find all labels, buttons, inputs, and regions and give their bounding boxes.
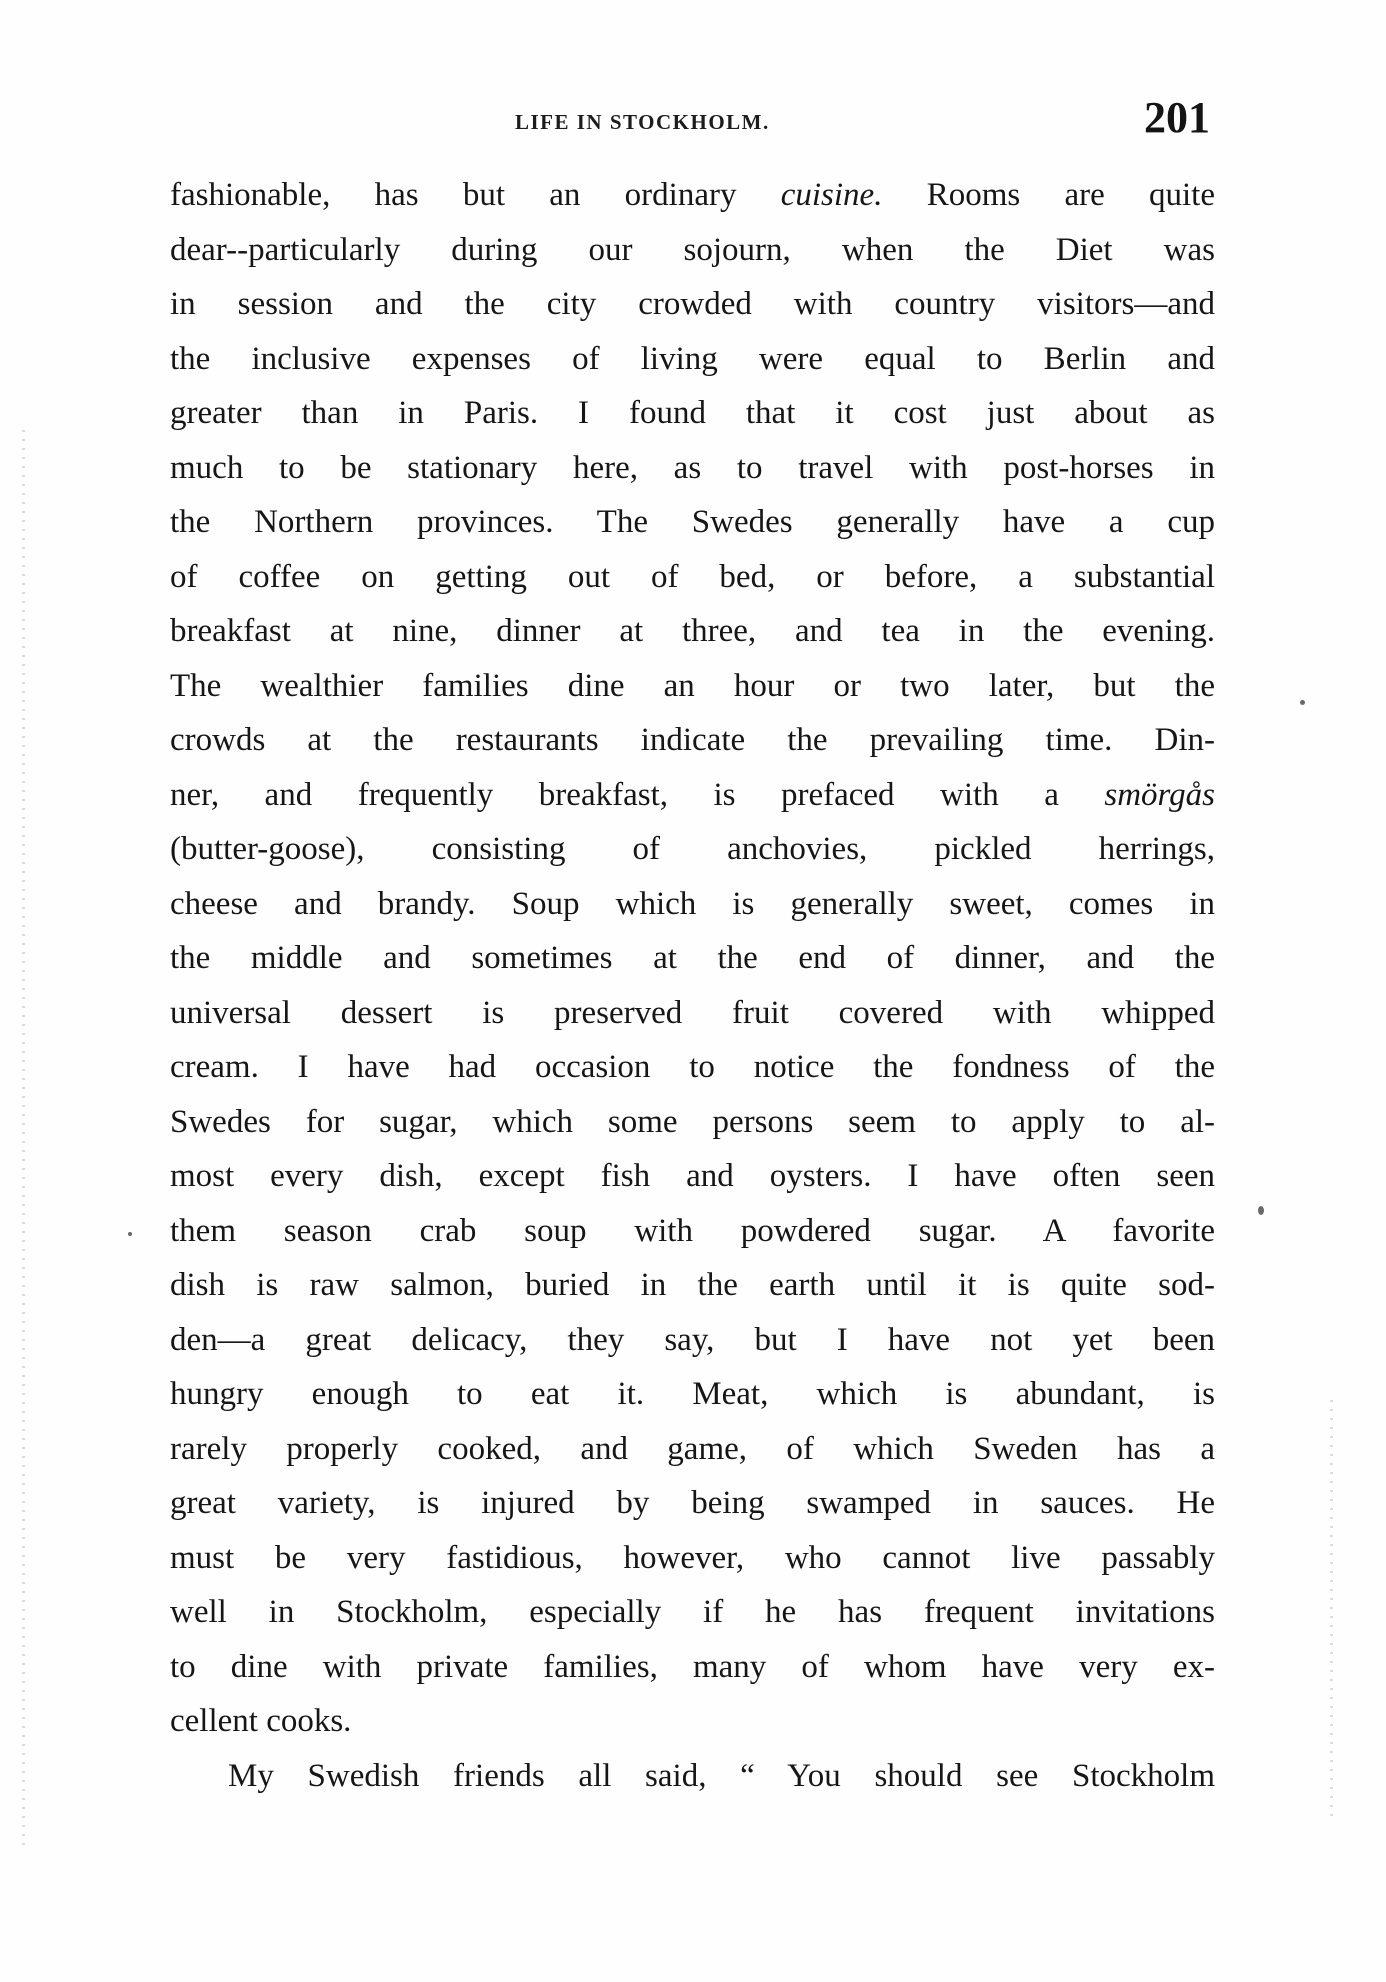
text-line: dear--particularly during our sojourn, when the Diet was [170, 231, 1215, 268]
text-line: great variety, is injured by being swamped in sauces. He [170, 1485, 1215, 1521]
text-line: breakfast at nine, dinner at three, and tea in the evening. [170, 613, 1215, 649]
text-line: greater than in Paris. I found that it cost just about as [170, 395, 1215, 431]
scan-noise-right [1330, 1400, 1333, 1820]
ink-speck [1300, 700, 1305, 705]
text-line: ner, and frequently breakfast, is prefaced with a smörgås [170, 776, 1215, 813]
scan-noise-left [22, 430, 25, 1850]
text-line: crowds at the restaurants indicate the prevailing time. Din- [170, 722, 1215, 758]
body-text [170, 168, 1215, 1803]
text-line: cheese and brandy. Soup which is generally sweet, comes in [170, 885, 1215, 922]
text-line: den—a great delicacy, they say, but I have not yet been [170, 1321, 1215, 1358]
text-line: the Northern provinces. The Swedes generally have a cup [170, 504, 1215, 540]
text-line: the inclusive expenses of living were equal to Berlin and [170, 340, 1215, 377]
paragraph-end-line: cellent cooks. [170, 1703, 352, 1739]
text-line: rarely properly cooked, and game, of which Sweden has a [170, 1430, 1215, 1467]
ink-speck [1258, 1206, 1264, 1215]
text-line: fashionable, has but an ordinary cuisine. Rooms are quite [170, 177, 1215, 213]
text-line: much to be stationary here, as to travel with post-horses in [170, 449, 1215, 486]
text-line: the middle and sometimes at the end of dinner, and the [170, 940, 1215, 976]
text-line: most every dish, except fish and oysters. I have often seen [170, 1158, 1215, 1194]
page-number: 201 [1144, 93, 1210, 142]
paragraph-start-line: My Swedish friends all said, “ You should see Stockholm [228, 1757, 1215, 1794]
text-line: in session and the city crowded with country visitors—and [170, 286, 1215, 322]
running-title: LIFE IN STOCKHOLM. [515, 110, 770, 134]
text-line: of coffee on getting out of bed, or before, a substantial [170, 558, 1215, 595]
text-line: The wealthier families dine an hour or two later, but the [170, 667, 1215, 704]
text-line: them season crab soup with powdered sugar. A favorite [170, 1212, 1215, 1249]
text-line: cream. I have had occasion to notice the fondness of the [170, 1049, 1215, 1085]
text-line: (butter-goose), consisting of anchovies, pickled herrings, [170, 831, 1215, 867]
text-line: Swedes for sugar, which some persons seem to apply to al- [170, 1103, 1215, 1140]
text-line: to dine with private families, many of whom have very ex- [170, 1648, 1215, 1685]
text-line: must be very fastidious, however, who cannot live passably [170, 1539, 1215, 1576]
text-line: hungry enough to eat it. Meat, which is abundant, is [170, 1376, 1215, 1412]
text-line: universal dessert is preserved fruit covered with whipped [170, 994, 1215, 1031]
ink-speck [128, 1232, 132, 1236]
text-line: dish is raw salmon, buried in the earth until it is quite sod- [170, 1267, 1215, 1303]
page-header [170, 92, 1210, 152]
text-line: well in Stockholm, especially if he has frequent invitations [170, 1594, 1215, 1630]
